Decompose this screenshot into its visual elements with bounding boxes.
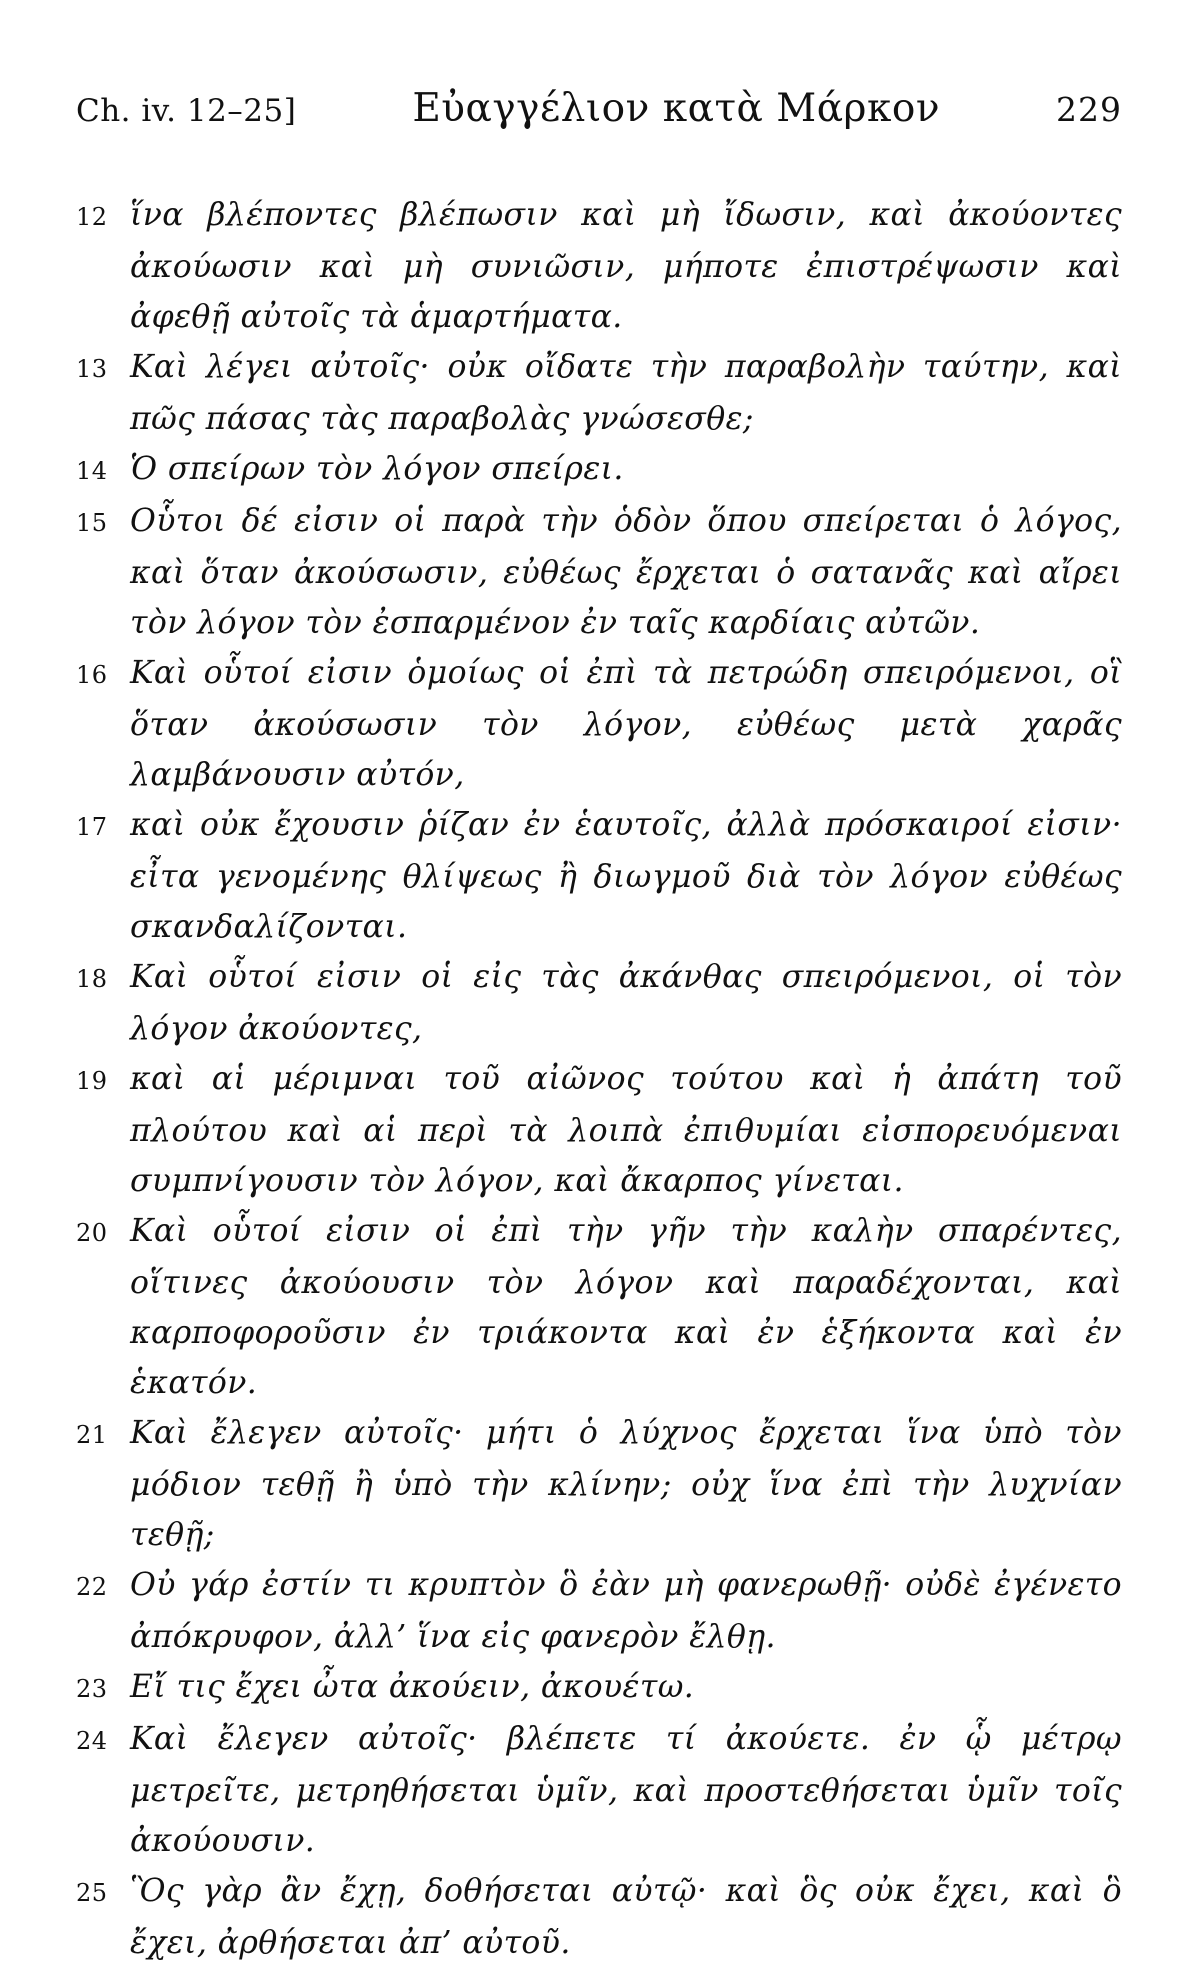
verse-text: Οὐ γάρ ἐστίν τι κρυπτὸν ὃ ἐὰν μὴ φανερωθῇ· οὐδὲ ἐγένετο ἀπόκρυφον, ἀλλ’ ἵνα εἰς φανερὸν ἔλθῃ.: [130, 1567, 1122, 1655]
verse-21: [76, 1408, 1122, 1560]
chapter-reference: Ch. iv. 12–25]: [76, 93, 297, 129]
verse-number: 12: [76, 203, 108, 231]
verse-text: Καὶ ἔλεγεν αὐτοῖς· μήτι ὁ λύχνος ἔρχεται ἵνα ὑπὸ τὸν μόδιον τεθῇ ἢ ὑπὸ τὴν κλίνην; οὐχ ἵνα ἐπὶ τὴν λυχνίαν τεθῇ;: [130, 1415, 1122, 1553]
verse-number: 22: [76, 1573, 108, 1601]
verse-13: [76, 342, 1122, 444]
verse-19: [76, 1054, 1122, 1206]
verse-text: Καὶ λέγει αὐτοῖς· οὐκ οἴδατε τὴν παραβολὴν ταύτην, καὶ πῶς πάσας τὰς παραβολὰς γνώσεσθε;: [130, 349, 1122, 437]
verse-text: Ὃς γὰρ ἂν ἔχῃ, δοθήσεται αὐτῷ· καὶ ὃς οὐκ ἔχει, καὶ ὃ ἔχει, ἀρθήσεται ἀπ’ αὐτοῦ.: [130, 1873, 1122, 1961]
verse-23: [76, 1662, 1122, 1714]
verse-15: [76, 496, 1122, 648]
verse-22: [76, 1560, 1122, 1662]
verse-number: 14: [76, 457, 108, 485]
verse-16: [76, 648, 1122, 800]
verse-text: Οὗτοι δέ εἰσιν οἱ παρὰ τὴν ὁδὸν ὅπου σπείρεται ὁ λόγος, καὶ ὅταν ἀκούσωσιν, εὐθέως ἔρχεται ὁ σατανᾶς καὶ αἴρει τὸν λόγον τὸν ἐσπαρμένον ἐν ταῖς καρδίαις αὐτῶν.: [130, 503, 1122, 641]
verse-number: 15: [76, 509, 108, 537]
verse-number: 16: [76, 661, 108, 689]
verse-number: 23: [76, 1675, 108, 1703]
verse-text: καὶ οὐκ ἔχουσιν ῥίζαν ἐν ἑαυτοῖς, ἀλλὰ πρόσκαιροί εἰσιν· εἶτα γενομένης θλίψεως ἢ διωγμοῦ διὰ τὸν λόγον εὐθέως σκανδαλίζονται.: [130, 807, 1122, 945]
verse-17: [76, 800, 1122, 952]
verse-25: [76, 1866, 1122, 1968]
verse-24: [76, 1714, 1122, 1866]
verse-text: Καὶ οὗτοί εἰσιν ὁμοίως οἱ ἐπὶ τὰ πετρώδη σπειρόμενοι, οἳ ὅταν ἀκούσωσιν τὸν λόγον, εὐθέως μετὰ χαρᾶς λαμβάνουσιν αὐτόν,: [130, 655, 1122, 793]
verse-12: [76, 190, 1122, 342]
running-head: [76, 86, 1122, 146]
verse-number: 20: [76, 1219, 108, 1247]
verse-18: [76, 952, 1122, 1054]
verse-number: 19: [76, 1067, 108, 1095]
verse-number: 24: [76, 1727, 108, 1755]
verse-text: ἵνα βλέποντες βλέπωσιν καὶ μὴ ἴδωσιν, καὶ ἀκούοντες ἀκούωσιν καὶ μὴ συνιῶσιν, μήποτε ἐπιστρέψωσιν καὶ ἀφεθῇ αὐτοῖς τὰ ἁμαρτήματα.: [130, 197, 1122, 335]
verse-list: [76, 190, 1122, 1968]
verse-number: 17: [76, 813, 108, 841]
verse-number: 18: [76, 965, 108, 993]
verse-text: καὶ αἱ μέριμναι τοῦ αἰῶνος τούτου καὶ ἡ ἀπάτη τοῦ πλούτου καὶ αἱ περὶ τὰ λοιπὰ ἐπιθυμίαι εἰσπορευόμεναι συμπνίγουσιν τὸν λόγον, καὶ ἄκαρπος γίνεται.: [130, 1061, 1122, 1199]
verse-20: [76, 1206, 1122, 1408]
page-title: Εὐαγγέλιον κατὰ Μάρκον: [412, 86, 941, 131]
verse-text: Εἴ τις ἔχει ὦτα ἀκούειν, ἀκουέτω.: [130, 1669, 695, 1705]
verse-number: 25: [76, 1879, 108, 1907]
verse-text: Καὶ ἔλεγεν αὐτοῖς· βλέπετε τί ἀκούετε. ἐν ᾧ μέτρῳ μετρεῖτε, μετρηθήσεται ὑμῖν, καὶ προστεθήσεται ὑμῖν τοῖς ἀκούουσιν.: [130, 1721, 1122, 1859]
verse-text: Ὁ σπείρων τὸν λόγον σπείρει.: [130, 451, 624, 487]
verse-14: [76, 444, 1122, 496]
book-page: [76, 86, 1122, 1968]
verse-text: Καὶ οὗτοί εἰσιν οἱ εἰς τὰς ἀκάνθας σπειρόμενοι, οἱ τὸν λόγον ἀκούοντες,: [130, 959, 1122, 1047]
page-number: 229: [1056, 90, 1122, 129]
verse-number: 13: [76, 355, 108, 383]
verse-text: Καὶ οὗτοί εἰσιν οἱ ἐπὶ τὴν γῆν τὴν καλὴν σπαρέντες, οἵτινες ἀκούουσιν τὸν λόγον καὶ παραδέχονται, καὶ καρποφοροῦσιν ἐν τριάκοντα καὶ ἐν ἑξήκοντα καὶ ἐν ἑκατόν.: [130, 1213, 1122, 1401]
verse-number: 21: [76, 1421, 108, 1449]
